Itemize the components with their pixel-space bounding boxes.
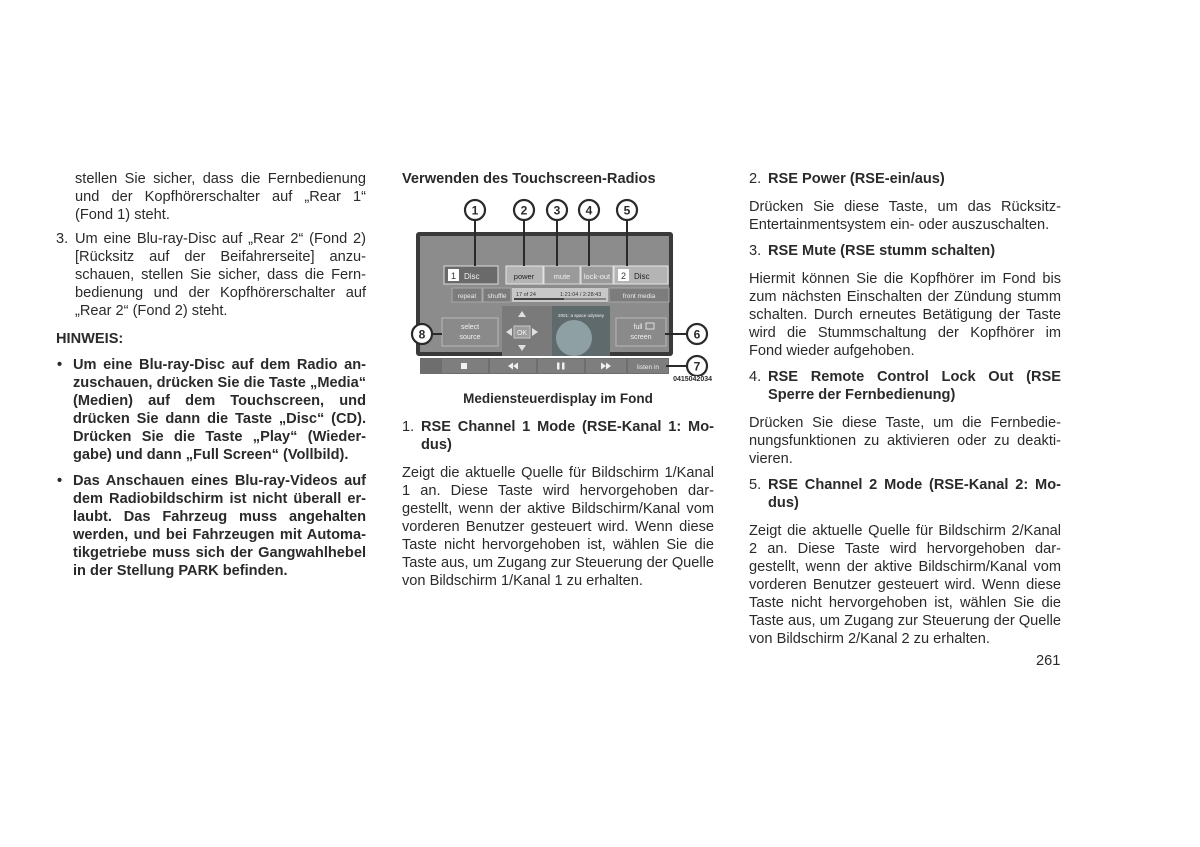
list-number: 4.: [749, 369, 762, 385]
callout-number-8: 8: [418, 327, 426, 342]
callout-number-4: 4: [585, 203, 593, 218]
section-heading: Verwenden des Touchscreen-Radios: [402, 171, 656, 187]
list-item-title: RSE Channel 1 Mode (RSE-Kanal 1: Modus): [421, 419, 714, 453]
select-source-button: [442, 318, 498, 346]
list-item-3: [56, 230, 366, 320]
callout-number-5: 5: [623, 203, 631, 218]
list-item-title: RSE Channel 2 Mode (RSE-Kanal 2: Modus): [768, 477, 1061, 511]
list-item-title: RSE Mute (RSE stumm schalten): [768, 243, 996, 259]
bullet-item: [56, 356, 366, 464]
callout-number-2: 2: [520, 203, 528, 218]
pause-button: [538, 359, 584, 373]
listen-in-label: listen in: [636, 364, 660, 371]
full-screen-button: [616, 318, 666, 346]
pause-icon-2: [562, 363, 565, 370]
channel2-number: 2: [620, 271, 627, 281]
repeat-label: repeat: [457, 293, 477, 300]
full-screen-line2: screen: [630, 334, 652, 341]
list-item-3-title: [749, 242, 1061, 260]
list-item-2-paragraph: Drücken Sie diese Taste, um das Rücksitz-Entertainmentsystem ein- oder auszuschalten.: [749, 199, 1061, 233]
bullet-text: Das Anschauen eines Blu-ray-Videos auf dem Radiobildschirm ist nicht überall erlaubt. Das Fahrzeug muss angehalten werden, und bei Fahrzeugen mit Automatikgetriebe muss sich der Gangwahlhebel in der Stellung PARK befinden.: [73, 473, 366, 579]
bullet-icon: •: [57, 473, 63, 489]
stop-icon: [461, 363, 467, 369]
list-item-5-paragraph: Zeigt die aktuelle Quelle für Bildschirm 2/Kanal 2 an. Diese Taste wird hervorgehoben dargestellt, wenn der aktive Bildschirm/Kanal vom vorderen Benutzer gesteuert wird. Wenn diese Taste nicht hervorgehoben ist, wählen Sie die Taste aus, um Zugang zur Steuerung der Quelle von Bildschirm 2/Kanal 2 zu erhalten.: [749, 523, 1061, 647]
list-item-5-title: [749, 476, 1061, 512]
list-item-title: RSE Power (RSE-ein/aus): [768, 171, 945, 187]
progress-fill: [514, 298, 564, 300]
shuffle-label: shuffle: [487, 293, 507, 300]
note-heading: HINWEIS:: [56, 331, 124, 347]
media-display-figure: [402, 198, 714, 376]
list-item-text: Um eine Blu-ray-Disc auf „Rear 2“ (Fond 2) [Rücksitz auf der Beifahrerseite] anzuschauen, stellen Sie sicher, dass die Fernbedienung und der Kopfhörerschalter auf „Rear 2“ (Fond 2) steht.: [75, 231, 366, 319]
pause-icon: [557, 363, 560, 370]
callout-number-7: 7: [693, 359, 701, 374]
list-item-2-title: [749, 170, 1061, 188]
callout-number-1: 1: [471, 203, 479, 218]
column-right: [749, 170, 1061, 648]
lockout-label: lock-out: [583, 272, 611, 281]
figure-code: 0415042034: [673, 376, 712, 383]
callout-number-6: 6: [693, 327, 701, 342]
channel1-label: Disc: [464, 272, 480, 281]
time-readout: 1:21:04 / 2:28:43: [560, 292, 602, 298]
ok-label: OK: [516, 330, 528, 337]
list-item-3-paragraph: Hiermit können Sie die Kopfhörer im Fond bis zum nächsten Einschalten der Zündung stumm schalten. Durch erneutes Betätigung der Taste wird die Stummschaltung der Kopfhörer im Fond wieder aufgehoben.: [749, 271, 1061, 359]
continued-paragraph: stellen Sie sicher, dass die Fernbedienung und der Kopfhörerschalter auf „Rear 1“ (Fond 1) steht.: [75, 171, 366, 223]
list-item-4-title: [749, 368, 1061, 404]
list-item-1-title: [402, 418, 714, 454]
bullet-text: Um eine Blu-ray-Disc auf dem Radio anzuschauen, drücken Sie die Taste „Media“ (Medien) auf dem Touchscreen, und drücken Sie dann die Taste „Disc“ (CD). Drücken Sie die Taste „Play“ (Wiedergabe) und dann „Full Screen“ (Vollbild).: [73, 357, 366, 463]
list-number: 3.: [56, 231, 69, 247]
channel1-number: 1: [450, 271, 457, 281]
column-left: [56, 170, 366, 580]
figure-caption: Mediensteuerdisplay im Fond: [463, 391, 653, 406]
power-label: power: [513, 272, 535, 281]
list-number: 5.: [749, 477, 762, 493]
list-number: 1.: [402, 419, 415, 435]
list-number: 2.: [749, 171, 762, 187]
bullet-item: [56, 472, 366, 580]
track-counter: 17 of 24: [516, 292, 536, 298]
front-media-label: front media: [622, 293, 656, 300]
list-number: 3.: [749, 243, 762, 259]
album-title: 2001: a space odyssey: [557, 313, 605, 318]
mute-label: mute: [553, 272, 571, 281]
list-item-4-paragraph: Drücken Sie diese Taste, um die Fernbedienungsfunktionen zu aktivieren oder zu deaktivieren.: [749, 415, 1061, 467]
list-item-title: RSE Remote Control Lock Out (RSE Sperre der Fernbedienung): [768, 369, 1061, 403]
column-middle: [402, 170, 714, 590]
select-source-line2: source: [459, 334, 481, 341]
full-screen-line1: full: [633, 324, 643, 331]
channel2-label: Disc: [634, 272, 650, 281]
callout-number-3: 3: [553, 203, 561, 218]
media-display-illustration: [402, 198, 714, 376]
album-art-planet: [556, 320, 592, 356]
page-number: 261: [1036, 653, 1061, 669]
select-source-line1: select: [460, 324, 480, 331]
bullet-icon: •: [57, 357, 63, 373]
list-item-1-paragraph: Zeigt die aktuelle Quelle für Bildschirm 1/Kanal 1 an. Diese Taste wird hervorgehoben dargestellt, wenn der aktive Bildschirm/Kanal vom vorderen Benutzer gesteuert wird. Wenn diese Taste nicht hervorgehoben ist, wählen Sie die Taste aus, um Zugang zur Steuerung der Quelle von Bildschirm 1/Kanal 1 zu erhalten.: [402, 465, 714, 589]
